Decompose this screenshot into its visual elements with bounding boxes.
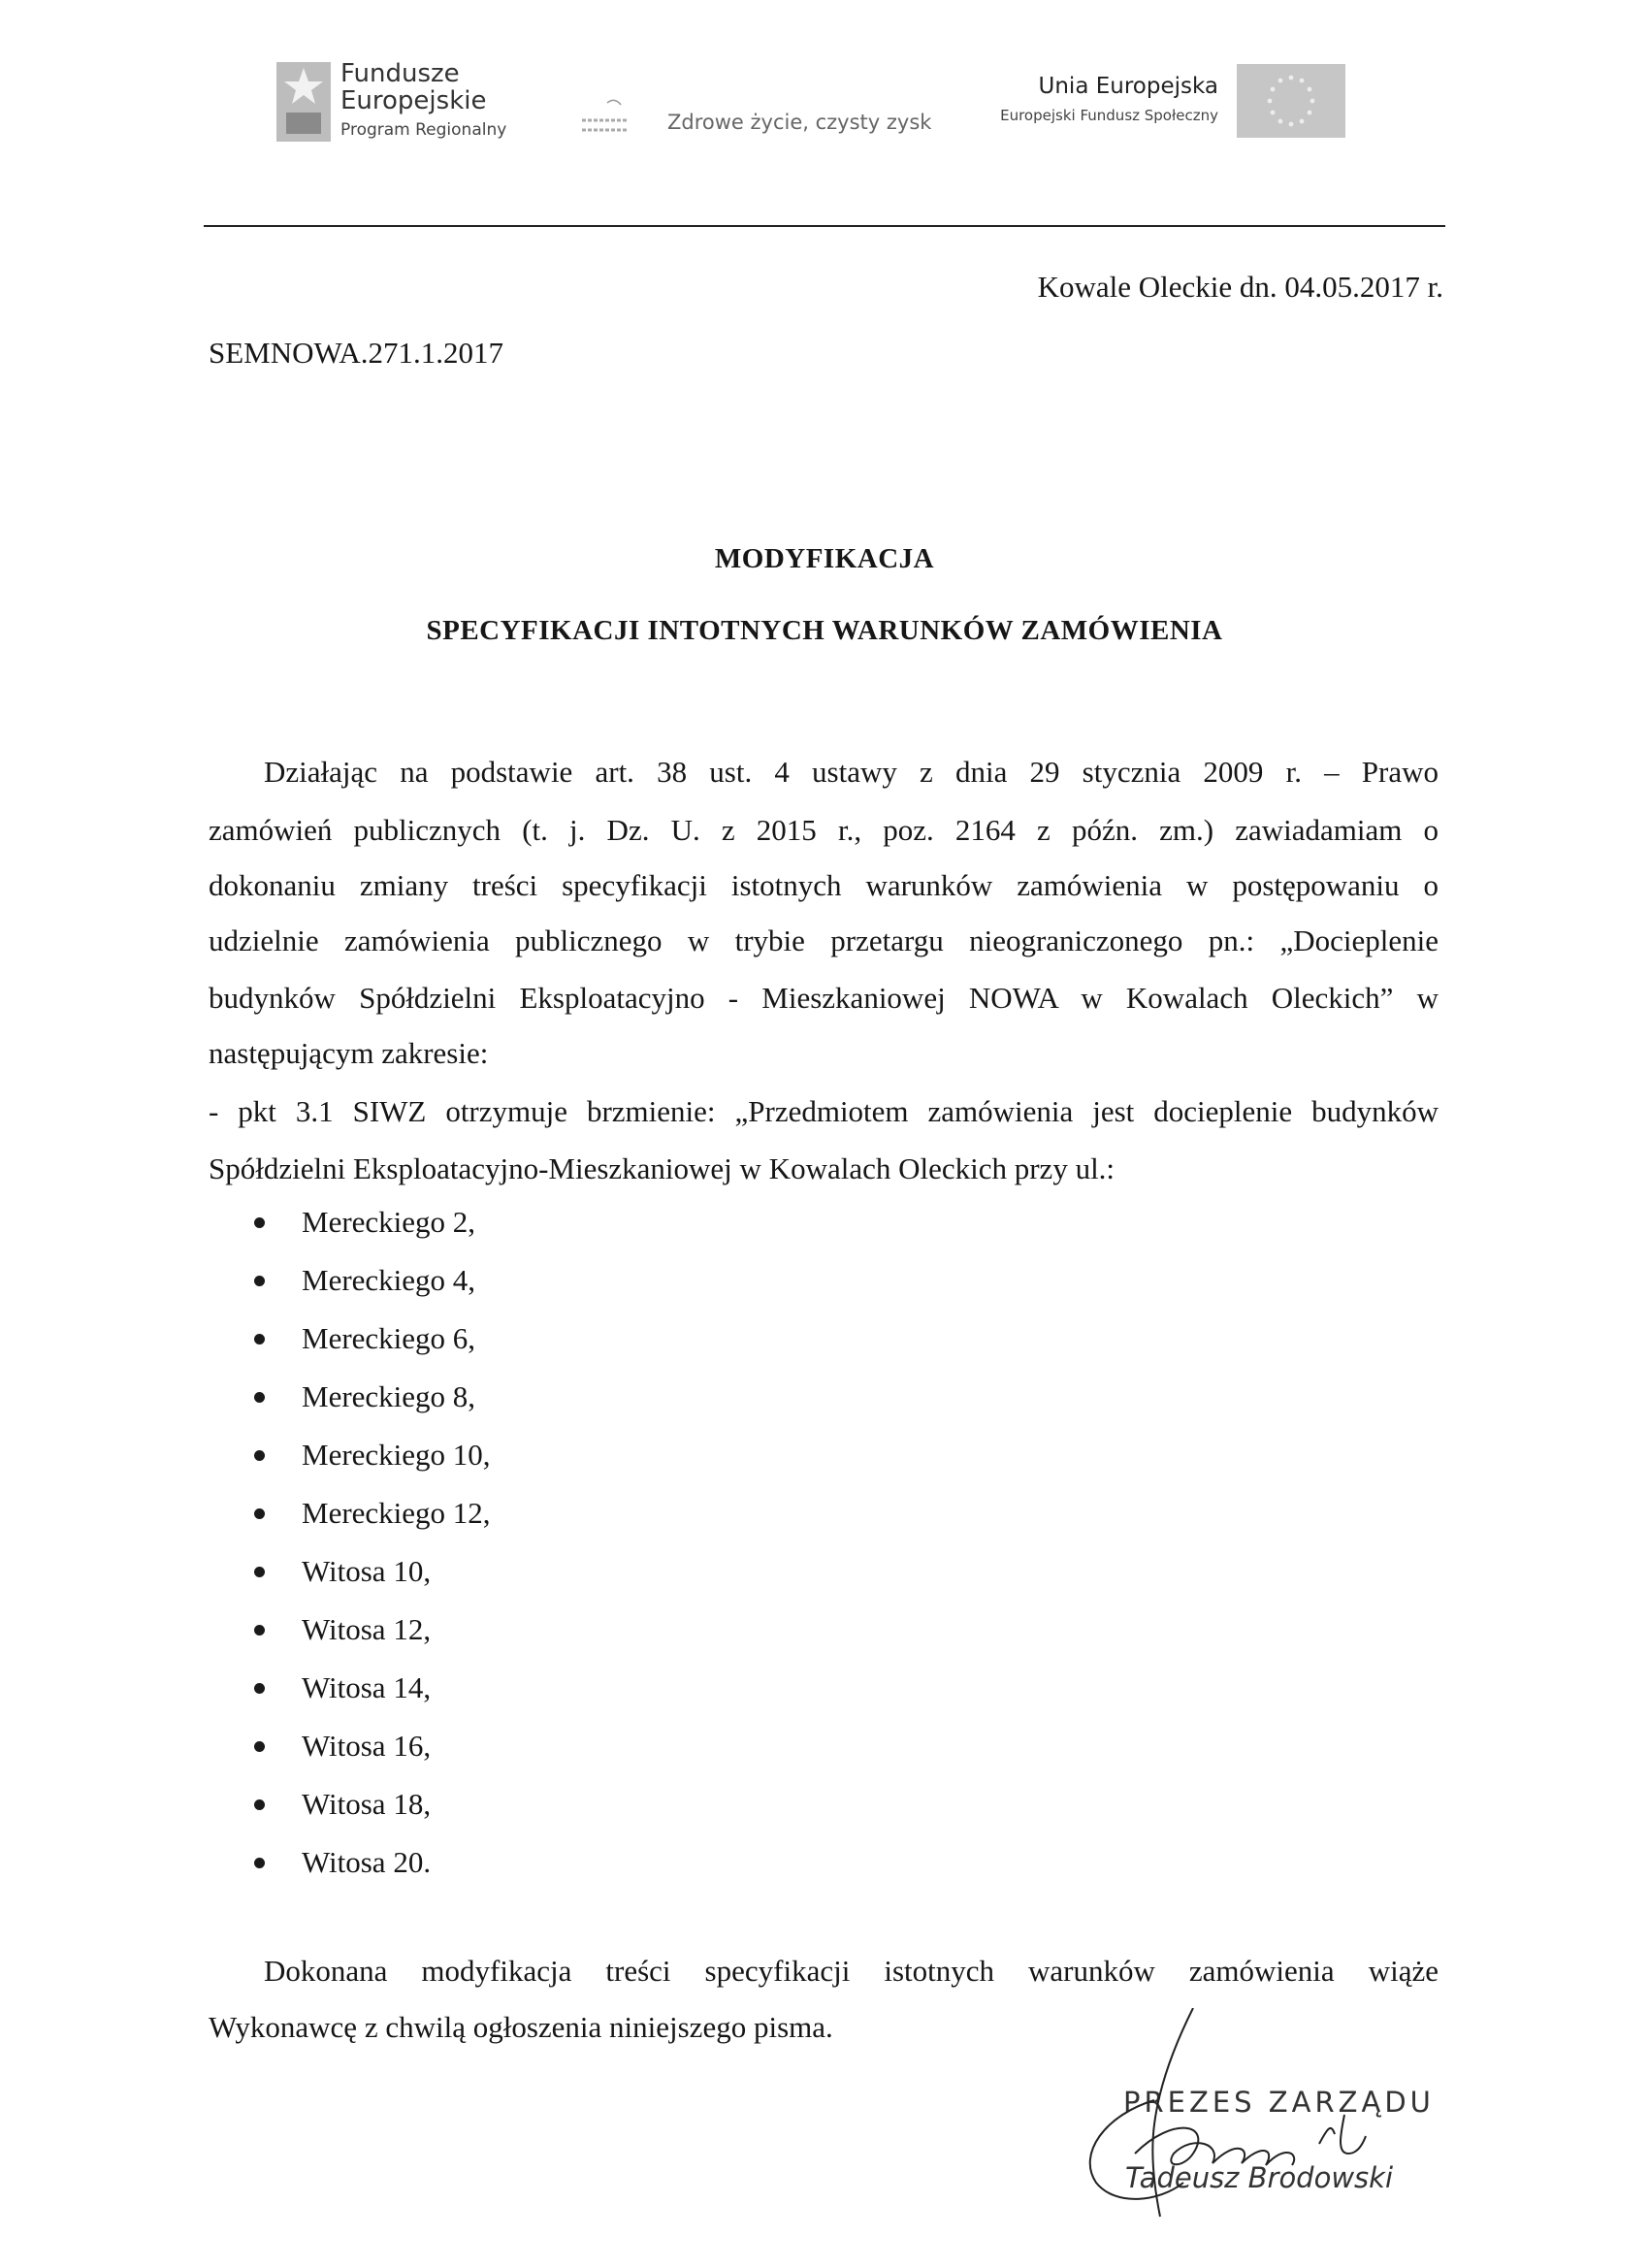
bullet-icon (254, 1392, 265, 1403)
body-line: udzielnie zamówienia publicznego w trybie przetargu nieograniczonego pn.: „Docieplenie (209, 923, 1439, 957)
body-line: zamówień publicznych (t. j. Dz. U. z 2015 r., poz. 2164 z późn. zm.) zawiadamiam o (209, 813, 1439, 847)
body-line: Działając na podstawie art. 38 ust. 4 ustawy z dnia 29 stycznia 2009 r. – Prawo (264, 755, 1439, 789)
stamp-title: PREZES ZARZĄDU (1123, 2086, 1435, 2119)
fundusze-europejskie-star-icon (276, 62, 331, 142)
list-item: Mereckiego 4, (302, 1263, 476, 1297)
list-item: Mereckiego 12, (302, 1496, 491, 1530)
list-item: Mereckiego 6, (302, 1321, 476, 1355)
body-line: dokonaniu zmiany treści specyfikacji istotnych warunków zamówienia w postępowaniu o (209, 868, 1439, 902)
funds-logo-line2: Europejskie (340, 86, 487, 115)
list-item: Witosa 14, (302, 1670, 432, 1704)
list-item: Witosa 16, (302, 1729, 432, 1763)
bullet-icon (254, 1683, 265, 1694)
warmia-mazury-logo (574, 89, 962, 147)
bullet-icon (254, 1334, 265, 1345)
list-item: Witosa 20. (302, 1845, 432, 1879)
bullet-icon (254, 1217, 265, 1228)
document-subtitle: SPECYFIKACJI INTOTNYCH WARUNKÓW ZAMÓWIENIA (426, 615, 1223, 646)
warmia-mazury-emblem-icon (578, 99, 656, 138)
list-item: Mereckiego 8, (302, 1379, 476, 1413)
body-line: - pkt 3.1 SIWZ otrzymuje brzmienie: „Przedmiotem zamówienia jest docieplenie budynków (209, 1094, 1439, 1128)
list-item: Witosa 12, (302, 1612, 432, 1646)
eu-flag-icon (1237, 64, 1345, 138)
eu-logo-line1: Unia Europejska (1038, 74, 1218, 99)
list-item: Mereckiego 10, (302, 1438, 491, 1472)
list-item: Mereckiego 2, (302, 1205, 476, 1239)
closing-line: Dokonana modyfikacja treści specyfikacji istotnych warunków zamówienia wiąże (264, 1954, 1439, 1988)
funds-logo-line1: Fundusze (340, 59, 460, 88)
bullet-icon (254, 1799, 265, 1810)
document-date: Kowale Oleckie dn. 04.05.2017 r. (1037, 270, 1443, 304)
closing-line: Wykonawcę z chwilą ogłoszenia niniejszego pisma. (209, 2010, 833, 2044)
bullet-icon (254, 1508, 265, 1519)
signature-stamp (1067, 2008, 1455, 2221)
body-line: następującym zakresie: (209, 1036, 489, 1070)
document-title: MODYFIKACJA (714, 543, 935, 574)
region-slogan: Zdrowe życie, czysty zysk (667, 111, 932, 134)
body-line: budynków Spółdzielni Eksploatacyjno - Mieszkaniowej NOWA w Kowalach Oleckich” w (209, 981, 1439, 1015)
funds-logo-line3: Program Regionalny (340, 120, 507, 140)
bullet-icon (254, 1276, 265, 1286)
eu-logo-line2: Europejski Fundusz Społeczny (1000, 107, 1218, 124)
reference-number: SEMNOWA.271.1.2017 (209, 336, 503, 370)
fundusze-europejskie-logo (276, 50, 606, 147)
bullet-icon (254, 1741, 265, 1752)
handwritten-signature-icon (1067, 2008, 1455, 2221)
stamp-name: Tadeusz Brodowski (1125, 2161, 1394, 2194)
header-divider (204, 225, 1445, 227)
bullet-icon (254, 1625, 265, 1636)
list-item: Witosa 10, (302, 1554, 432, 1588)
bullet-icon (254, 1858, 265, 1868)
bullet-icon (254, 1450, 265, 1461)
body-line: Spółdzielni Eksploatacyjno-Mieszkaniowej w Kowalach Oleckich przy ul.: (209, 1151, 1116, 1185)
eu-logo (980, 60, 1348, 147)
list-item: Witosa 18, (302, 1787, 432, 1821)
bullet-icon (254, 1567, 265, 1577)
